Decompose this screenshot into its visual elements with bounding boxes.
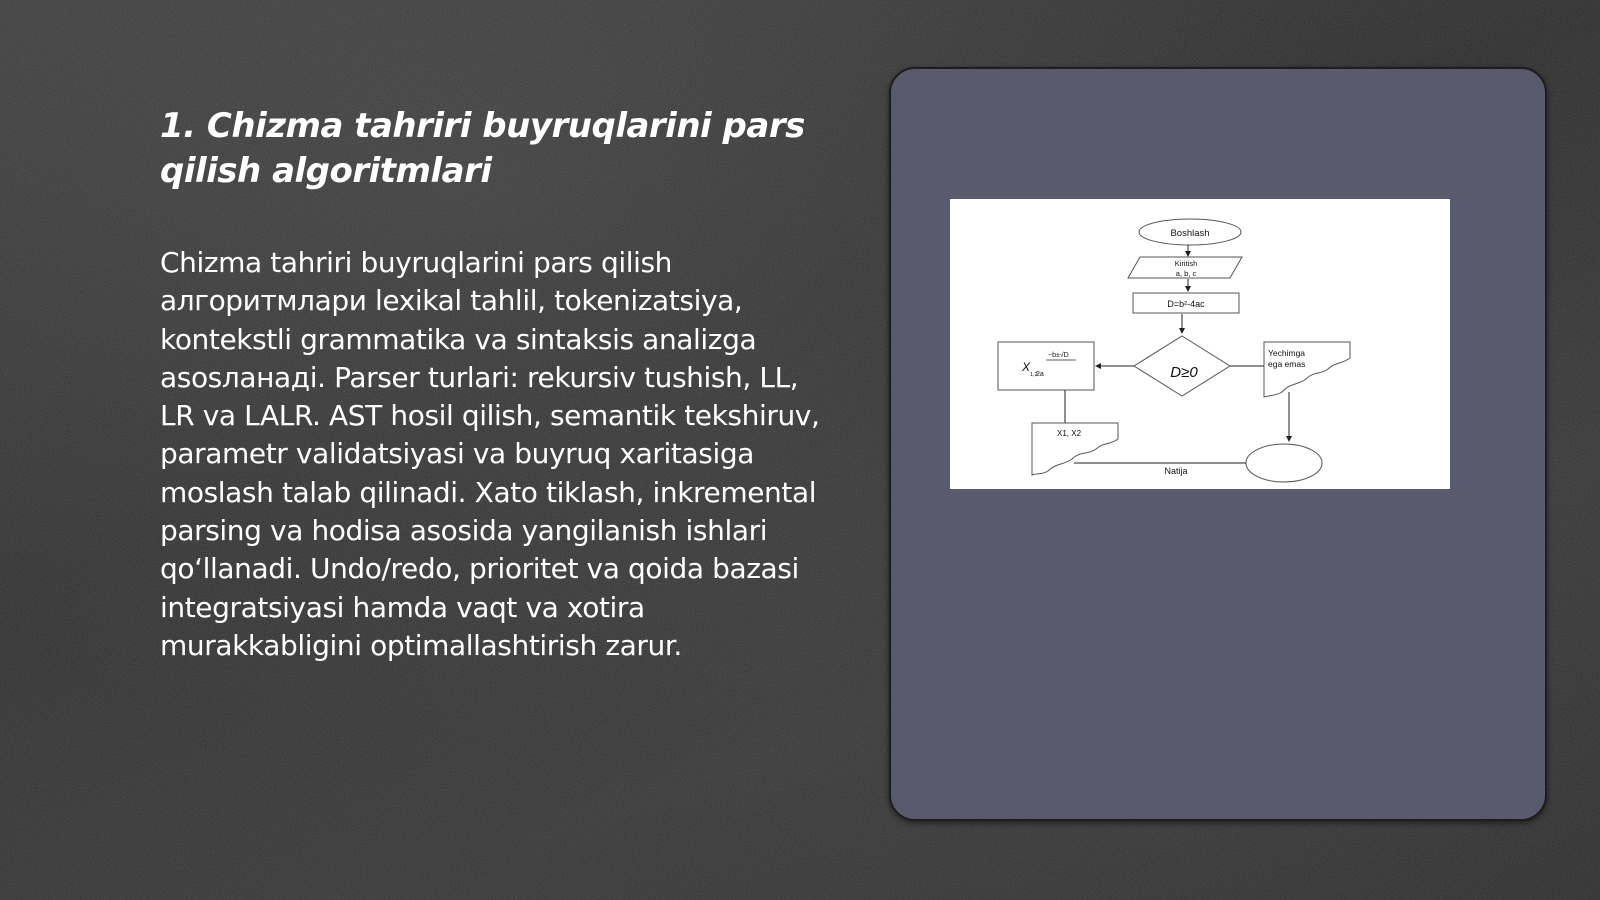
flowchart-formula-block (998, 342, 1094, 390)
flowchart-result-label: Natija (1164, 466, 1188, 476)
flowchart-roots-label: X1, X2 (1057, 429, 1082, 438)
flowchart-decision-label: D≥0 (1170, 364, 1198, 381)
flowchart-formula-denominator: 2a (1036, 371, 1044, 378)
flowchart-start-label: Boshlash (1170, 228, 1210, 239)
slide-title: 1. Chizma tahriri buyruqlarini pars qilish algoritmlari (160, 106, 805, 191)
flowchart-no-solution-line2: ega emas (1268, 359, 1306, 369)
flowchart-formula-numerator: −b±√D (1048, 352, 1069, 359)
slide-body-text: Chizma tahriri buyruqlarini pars qilish алгоритмлари lexikal tahlil, tokenizatsiya, kontekstli grammatika va sintaksis analizga asosланадi. Parser turlari: rekursiv tushish, LL, LR va LALR. AST hosil qilish, semantik tekshiruv, parametr validatsiyasi va buyruq xaritasiga moslash talab qilinadi. Xato tiklash, inkremental parsing va hodisa asosida yangilanish ishlari qo‘llanadi. Undo/redo, prioritet va qoida bazasi integratsiyasi hamda vaqt va xotira murakkabligini optimallashtirish zarur. (160, 246, 820, 662)
flowchart-image (950, 199, 1450, 489)
flowchart-input-values: a, b, c (1175, 269, 1197, 278)
flowchart-no-solution-line1: Yechimga (1268, 348, 1306, 358)
flowchart-end-terminal (1246, 444, 1322, 482)
flowchart-formula-x: X (1022, 360, 1031, 374)
flowchart-input-label: Kiritish (1174, 259, 1198, 268)
flowchart-process-label: D=b²-4ac (1167, 299, 1205, 309)
flowchart-formula-subscript: 1,2 (1030, 372, 1038, 378)
